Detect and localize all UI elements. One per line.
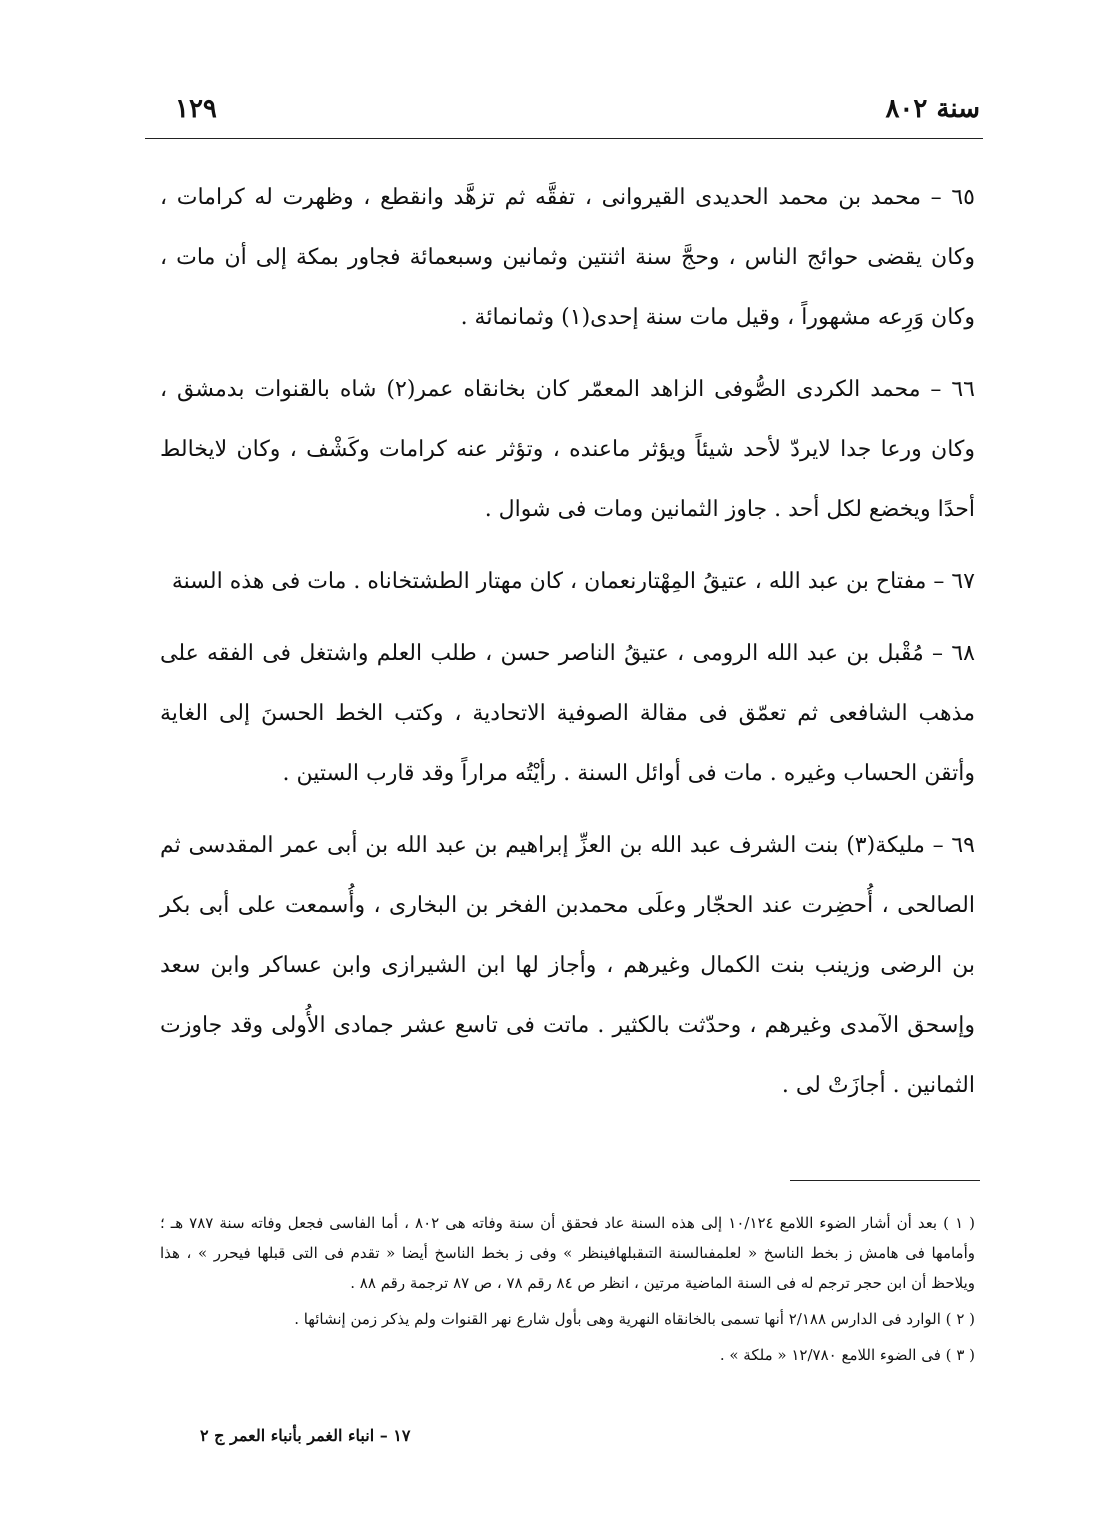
biography-entries: [160, 168, 975, 1128]
entry-67: ٦٧ – مفتاح بن عبد الله ، عتيقُ المِهْتارنعمان ، كان مهتار الطشتخاناه . مات فى هذه السنة: [171, 569, 975, 594]
signature-line: ١٧ – انباء الغمر بأنباء العمر ج ٢: [200, 1426, 411, 1445]
entry-65: ٦٥ – محمد بن محمد الحديدى القيروانى ، تفقَّه ثم تزهَّد وانقطع ، وظهرت له كرامات ، وكان يقضى حوائج الناس ، وحجَّ سنة اثنتين وثمانين وسبعمائة فجاور بمكة إلى أن مات ، وكان وَرِعه مشهوراً ، وقيل مات سنة إحدى(١) وثمانمائة .: [160, 185, 975, 330]
header-rule: [145, 138, 983, 139]
footnote-3: ( ٣ ) فى الضوء اللامع ١٢/٧٨٠ « ملكة » .: [719, 1346, 975, 1364]
footnote-1: ( ١ ) بعد أن أشار الضوء اللامع ١٠/١٢٤ إلى هذه السنة عاد فحقق أن سنة وفاته هى ٨٠٢ ، أما الفاسى فجعل وفاته سنة ٧٨٧ هـ ؛ وأمامها فى هامش ز بخط الناسخ « لعلمفىالسنة التىقبلهافينظر » وفى ز بخط الناسخ أيضا « تقدم فى التى قبلها فيحرر » ، هذا ويلاحظ أن ابن حجر ترجم له فى السنة الماضية مرتين ، انظر ص ٨٤ رقم ٧٨ ، ص ٨٧ ترجمة رقم ٨٨ .: [160, 1214, 976, 1292]
page-number: ١٢٩: [175, 94, 217, 124]
page-header: [145, 92, 980, 136]
entry-69: ٦٩ – مليكة(٣) بنت الشرف عبد الله بن العزِّ إبراهيم بن عبد الله بن أبى عمر المقدسى ثم الصالحى ، أُحضِرت عند الحجّار وعلَى محمدبن الفخر بن البخارى ، وأُسمعت على أبى بكر بن الرضى وزينب بنت الكمال وغيرهم ، وأجاز لها ابن الشيرازى وابن عساكر وابن سعد وإسحق الآمدى وغيرهم ، وحدّثت بالكثير . ماتت فى تاسع عشر جمادى الأُولى وقد جاوزت الثمانين . أجازَتْ لى .: [160, 833, 975, 1098]
entry-68: ٦٨ – مُقْبل بن عبد الله الرومى ، عتيقُ الناصر حسن ، طلب العلم واشتغل فى الفقه على مذهب الشافعى ثم تعمّق فى مقالة الصوفية الاتحادية ، وكتب الخط الحسنَ إلى الغاية وأتقن الحساب وغيره . مات فى أوائل السنة . رأيْتُه مراراً وقد قارب الستين .: [160, 641, 975, 786]
footnotes: [160, 1208, 975, 1376]
running-head-year: سنة ٨٠٢: [885, 94, 980, 124]
footnote-2: ( ٢ ) الوارد فى الدارس ٢/١٨٨ أنها تسمى بالخانقاه النهرية وهى بأول شارع نهر القنوات ولم يذكر زمن إنشائها .: [294, 1310, 975, 1328]
footnote-rule: [790, 1180, 980, 1181]
entry-66: ٦٦ – محمد الكردى الصُّوفى الزاهد المعمّر كان بخانقاه عمر(٢) شاه بالقنوات بدمشق ، وكان ورعا جدا لايردّ لأحد شيئاً ويؤثر ماعنده ، وتؤثر عنه كرامات وكَشْف ، وكان لايخالط أحدًا ويخضع لكل أحد . جاوز الثمانين ومات فى شوال .: [160, 377, 975, 522]
